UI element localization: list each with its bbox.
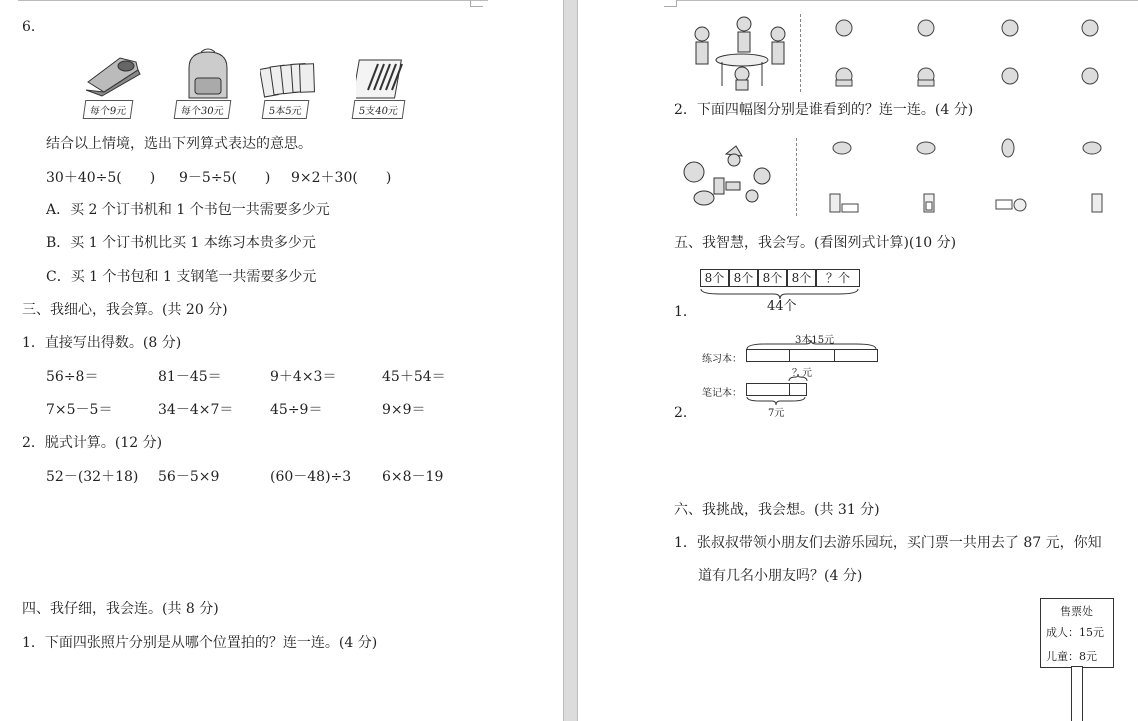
step-calc-item: 52－(32＋18): [46, 469, 139, 485]
question-number: 6．: [22, 19, 45, 35]
calc-item: 7×5－5＝: [46, 402, 113, 418]
brace: [788, 374, 808, 382]
sign-title: 售票处: [1060, 605, 1093, 618]
option-a: A．买 2 个订书机和 1 个书包一共需要多少元: [46, 202, 330, 218]
question-heading: 1．下面四张照片分别是从哪个位置拍的？连一连。(4 分): [22, 635, 378, 651]
top-rule: [676, 0, 1138, 1]
bar-unit: [746, 349, 790, 362]
notebook-label: 笔记本：: [702, 388, 742, 399]
section-title: 六、我挑战，我会想。(共 31 分): [674, 502, 880, 518]
calc-item: 81－45＝: [158, 369, 222, 385]
step-calc-item: (60－48)÷3: [270, 469, 352, 485]
divider: [800, 14, 802, 92]
question-number: 2．: [674, 405, 697, 421]
expression: 30＋40÷5( ): [46, 170, 156, 186]
calc-item: 45＋54＝: [382, 369, 446, 385]
gutter-edge: [563, 0, 564, 721]
divider: [796, 138, 798, 216]
children-table-scene: [686, 12, 796, 92]
option-b: B．买 1 个订书机比买 1 本练习本贵多少元: [46, 235, 316, 251]
step-calc-item: 56－5×9: [158, 469, 220, 485]
section-title: 五、我智慧，我会写。(看图列式计算)(10 分): [674, 235, 957, 251]
total-label: 44个: [767, 299, 797, 314]
question-heading: 2．脱式计算。(12 分): [22, 435, 163, 451]
stapler-image: [80, 52, 146, 104]
price-tag: 每个30元: [174, 100, 231, 119]
price-tag: 每个9元: [83, 100, 134, 119]
bar-unit: [789, 383, 807, 396]
pens-image: [356, 56, 408, 104]
sign-post: [1071, 666, 1083, 721]
expression: 9－5÷5( ): [179, 170, 271, 186]
segment: 8个: [700, 269, 729, 287]
exercise-books-image: [260, 60, 316, 104]
page-corner-mark: [664, 0, 677, 7]
calc-item: 45÷9＝: [270, 402, 323, 418]
segment: 8个: [787, 269, 816, 287]
bar-unit: [789, 349, 835, 362]
calc-item: 56÷8＝: [46, 369, 99, 385]
question-heading: 1．直接写出得数。(8 分): [22, 335, 182, 351]
calc-item: 34－4×7＝: [158, 402, 234, 418]
notebook-top-label: 3本15元: [795, 335, 835, 346]
calc-item: 9＋4×3＝: [270, 369, 337, 385]
top-rule: [18, 0, 488, 1]
question-number: 1．: [674, 304, 697, 320]
question-prompt: 结合以上情境，选出下列算式表达的意思。: [46, 136, 312, 152]
segment: 8个: [729, 269, 758, 287]
page-gutter: [563, 0, 578, 721]
segment: 8个: [758, 269, 787, 287]
left-page: [0, 0, 563, 721]
calc-item: 9×9＝: [382, 402, 426, 418]
price-tag: 5支40元: [352, 100, 406, 119]
step-calc-item: 6×8－19: [382, 469, 444, 485]
section-title: 四、我仔细，我会连。(共 8 分): [22, 601, 219, 617]
question-heading: 2．下面四幅图分别是谁看到的？连一连。(4 分): [674, 102, 974, 118]
backpack-image: [183, 48, 233, 104]
bar-unit: [834, 349, 878, 362]
option-c: C．买 1 个书包和 1 支钢笔一共需要多少元: [46, 269, 317, 285]
question-text: 1．张叔叔带领小朋友们去游乐园玩，买门票一共用去了 87 元，你知: [674, 535, 1102, 551]
section-title: 三、我细心，我会算。(共 20 分): [22, 302, 228, 318]
viewer-options: [828, 138, 1128, 218]
sign-child-price: 儿童：8元: [1046, 650, 1097, 663]
photo-options: [834, 16, 1134, 96]
expression: 9×2＋30( ): [291, 170, 392, 186]
segment: ？个: [816, 269, 860, 287]
sign-adult-price: 成人：15元: [1046, 626, 1104, 639]
seven-yuan-label: 7元: [768, 408, 785, 419]
question-text: 道有几名小朋友吗？(4 分): [698, 568, 863, 584]
bar-unit: [746, 383, 790, 396]
price-tag: 5本5元: [262, 100, 309, 119]
practice-label: 练习本：: [702, 354, 742, 365]
right-page: [578, 0, 1138, 721]
page-corner-mark: [470, 0, 483, 7]
question-price: ？元: [792, 368, 812, 379]
animals-objects-scene: [676, 140, 796, 216]
